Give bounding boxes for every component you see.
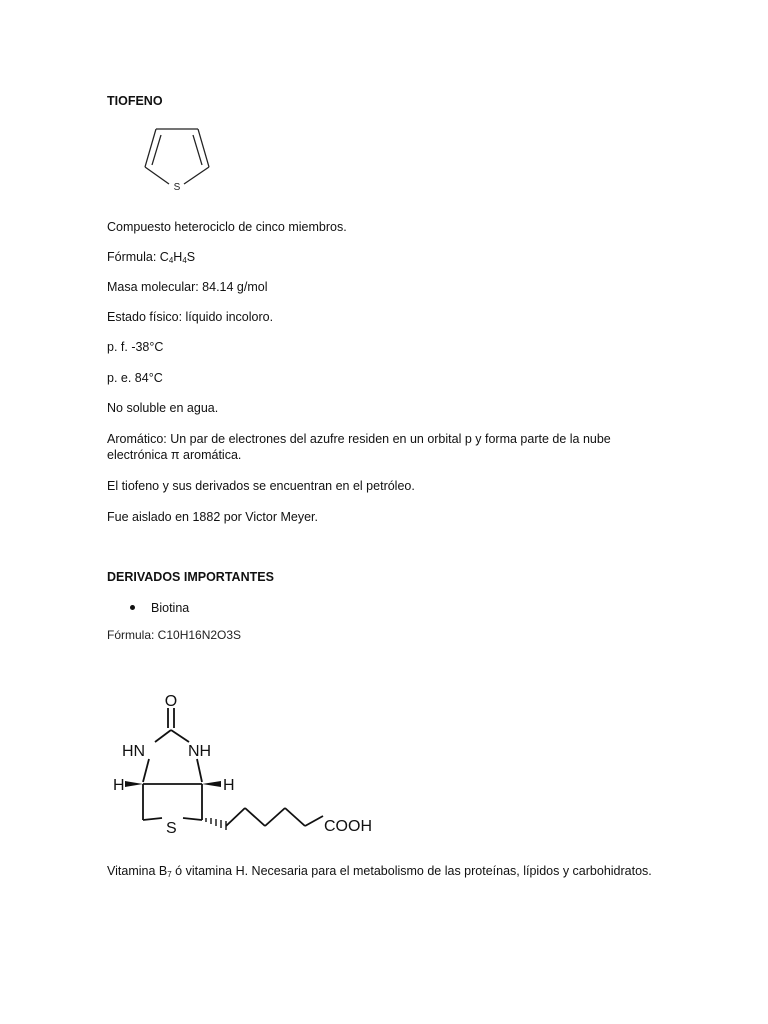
list-item-biotina: Biotina (151, 601, 190, 615)
biotin-right-h-label: H (223, 777, 235, 794)
biotin-formula-text: Fórmula: C10H16N2O3S (107, 628, 242, 642)
thiophene-structure (138, 124, 218, 194)
history-text: Fue aislado en 1882 por Victor Meyer. (107, 510, 319, 524)
section-heading-tiofeno: TIOFENO (107, 94, 163, 108)
biotin-right-nh-label: NH (188, 743, 212, 760)
boiling-point-text: p. e. 84°C (107, 371, 163, 385)
biotin-left-nh-label: HN (122, 743, 146, 760)
biotin-acid-label: COOH (324, 818, 372, 835)
thiophene-sulfur-label: S (173, 182, 181, 193)
section-heading-derivados: DERIVADOS IMPORTANTES (107, 570, 274, 584)
biotin-note-text: Vitamina $B_7$ ó vitamina H. Necesaria para el metabolismo de las proteínas, lípidos y carbohidratos. (107, 864, 652, 879)
formula-text: Fórmula: $C_4H_4S$ (107, 250, 196, 265)
biotin-structure (105, 690, 395, 850)
biotin-oxygen-label: O (164, 693, 178, 710)
biotin-left-h-label: H (113, 777, 125, 794)
physical-state-text: Estado físico: líquido incoloro. (107, 310, 274, 324)
aromatic-text-line2: electrónica π aromática. (107, 448, 242, 462)
melting-point-text: p. f. -38°C (107, 340, 164, 354)
molar-mass-text: Masa molecular: 84.14 g/mol (107, 280, 268, 294)
aromatic-text-line1: Aromático: Un par de electrones del azufre residen en un orbital p y forma parte de la nube (107, 432, 611, 446)
description-text: Compuesto heterociclo de cinco miembros. (107, 220, 347, 234)
occurrence-text: El tiofeno y sus derivados se encuentran en el petróleo. (107, 479, 415, 493)
biotin-sulfur-label: S (166, 820, 177, 837)
bullet-icon (130, 605, 135, 610)
solubility-text: No soluble en agua. (107, 401, 219, 415)
